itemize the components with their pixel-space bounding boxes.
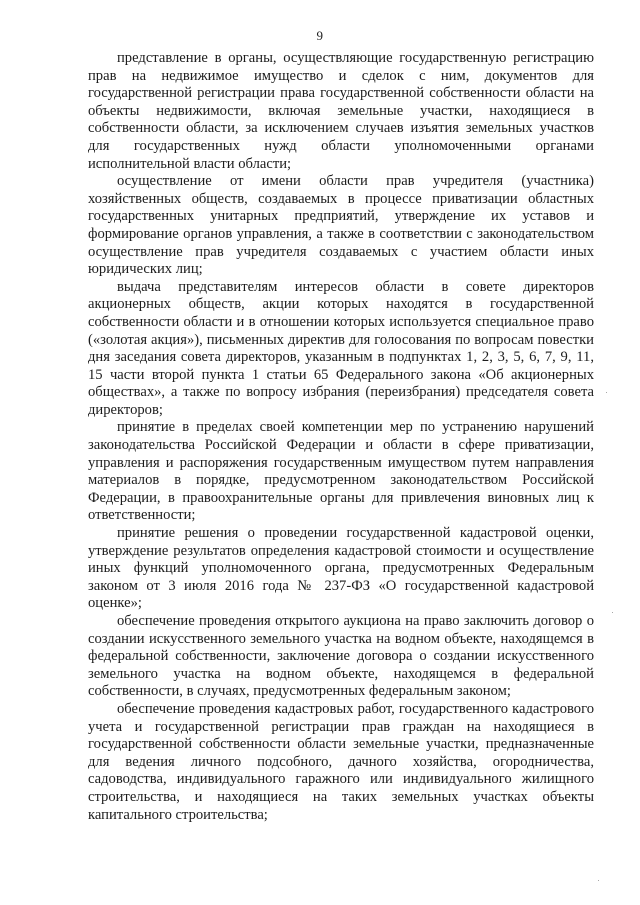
scan-speck	[606, 392, 607, 393]
scan-speck	[598, 880, 599, 881]
paragraph-founder-rights: осуществление от имени области прав учредителя (участника) хозяйственных обществ, создаваемых в процессе приватизации областных государственных унитарных предприятий, утверждение их уставов и формирование органов управления, а также в соответствии с законодательством осуществление прав учредителя создаваемых с участием области иных юридических лиц;	[88, 173, 594, 278]
paragraph-artificial-land-auction: обеспечение проведения открытого аукциона на право заключить договор о создании искусственного земельного участка на водном объекте, находящемся в федеральной собственности, заключение договора о создании искусственного земельного участка на водном объекте, находящемся в федеральной собственности, в случаях, предусмотренных федеральным законом;	[88, 613, 594, 700]
paragraph-board-directives: выдача представителям интересов области в совете директоров акционерных обществ, акции которых находятся в государственной собственности области и в отношении которых используется специальное право («золотая акция»), письменных директив для голосования по вопросам повестки дня заседания совета директоров, указанным в подпунктах 1, 2, 3, 5, 6, 7, 9, 11, 15 части второй пункта 1 статьи 65 Федерального закона «Об акционерных обществах», а также по вопросу избрания (переизбрания) председателя совета директоров;	[88, 278, 594, 418]
page-number: 9	[316, 28, 324, 43]
paragraph-cadastral-works: обеспечение проведения кадастровых работ, государственного кадастрового учета и государственной регистрации прав граждан на находящиеся в государственной собственности области земельные участки, предназначенные для ведения личного подсобного, дачного хозяйства, огородничества, садоводства, индивидуального гаражного или индивидуального жилищного строительства, и находящиеся на таких земельных участках объекты капитального строительства;	[88, 700, 594, 823]
document-body	[88, 50, 594, 824]
paragraph-violation-measures: принятие в пределах своей компетенции мер по устранению нарушений законодательства Российской Федерации и области в сфере приватизации, управления и распоряжения государственным имуществом путем направления материалов в порядке, предусмотренном законодательством Российской Федерации, в правоохранительные органы для привлечения виновных лиц к ответственности;	[88, 419, 594, 524]
paragraph-cadastral-valuation: принятие решения о проведении государственной кадастровой оценки, утверждение результатов определения кадастровой стоимости и осуществление иных функций уполномоченного органа, предусмотренных Федеральным законом от 3 июля 2016 года № 237-ФЗ «О государственной кадастровой оценке»;	[88, 525, 594, 612]
scan-speck	[612, 612, 613, 613]
paragraph-state-registration: представление в органы, осуществляющие государственную регистрацию прав на недвижимое имущество и сделок с ним, документов для государственной регистрации права государственной собственности области на объекты недвижимости, включая земельные участки, находящиеся в собственности области, за исключением случаев изъятия земельных участков для государственных нужд области уполномоченными органами исполнительной власти области;	[88, 50, 594, 172]
